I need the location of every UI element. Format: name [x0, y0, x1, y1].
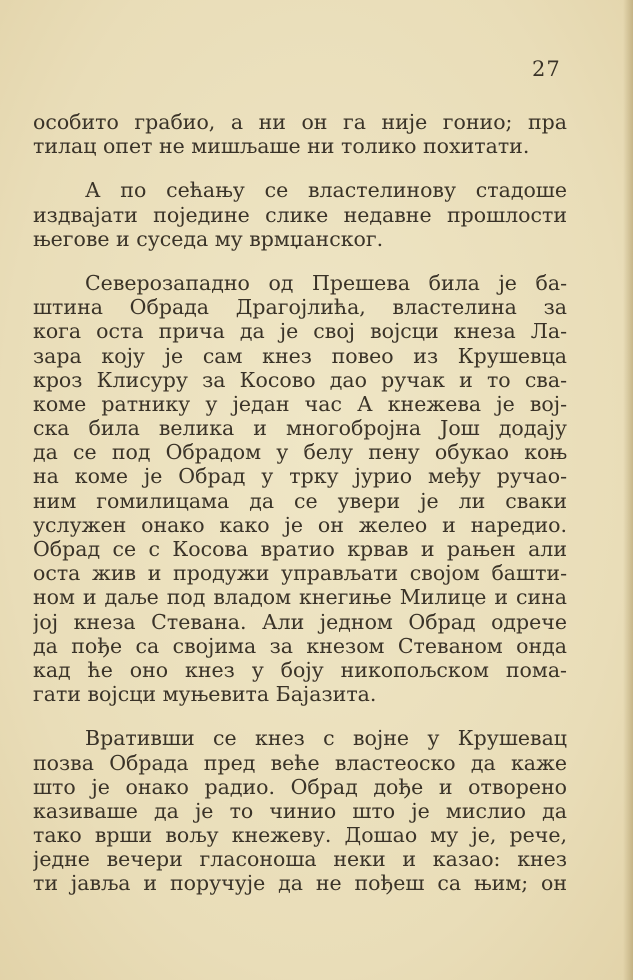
text-line: Вративши се кнез с војне у Крушевац — [85, 726, 567, 751]
text-line: тилац опет не мишљаше ни толико похитати. — [33, 134, 530, 159]
paragraph-2 — [33, 178, 567, 251]
page-number: 27 — [532, 57, 561, 81]
text-line: Северозападно од Прешева била је ба- — [85, 270, 567, 295]
text-line: кад ће оно кнез у боју никопољском пома- — [33, 657, 567, 682]
text-line: кроз Клисуру за Косово дао ручак и то сва- — [33, 367, 567, 392]
text-line: кога оста прича да је свој војсци кнеза Ла- — [33, 319, 567, 344]
text-line: Обрад се с Косова вратио крвав и рањен али — [33, 537, 567, 561]
text-line: особито грабио, а ни он га није гонио; пра — [33, 110, 567, 134]
text-line: штина Обрада Драгојлића, властелина за — [33, 295, 567, 320]
paragraph-4 — [33, 726, 567, 895]
text-line: оста жив и продужи управљати својом башти- — [33, 561, 567, 586]
body-text — [33, 110, 567, 896]
text-line: гати војсци муњевита Бајазита. — [33, 682, 377, 707]
text-line: ним гомилицама да се увери је ли сваки — [33, 488, 567, 513]
text-line: на коме је Обрад у трку јурио међу ручао- — [33, 464, 567, 489]
text-line: издвајати поједине слике недавне прошлости — [33, 202, 567, 227]
text-line: А по сећању се властелинову стадоше — [85, 178, 567, 203]
text-line: да се под Обрадом у белу пену обукао коњ — [33, 440, 567, 465]
paragraph-3 — [33, 271, 567, 706]
text-line: јој кнеза Стевана. Али једном Обрад одрече — [33, 609, 567, 634]
text-line: ска била велика и многобројна Још додају — [33, 416, 567, 441]
text-line: коме ратнику у један час А кнежева је вој- — [33, 391, 567, 416]
text-line: позва Обрада пред веће властеоско да каже — [33, 750, 567, 775]
text-line: казиваше да је то чинио што је мислио да — [33, 798, 567, 823]
text-line: тако врши вољу кнежеву. Дошао му је, рече, — [33, 823, 567, 848]
text-line: ти јавља и поручује да не пођеш са њим; он — [33, 871, 567, 896]
text-line: зара коју је сам кнез повео из Крушевца — [33, 343, 567, 368]
text-line: ном и даље под владом кнегиње Милице и сина — [33, 585, 567, 610]
text-line: што је онако радио. Обрад дође и отворено — [33, 774, 567, 799]
text-line: његове и суседа му врмџанског. — [33, 226, 384, 251]
paragraph-1 — [33, 110, 567, 158]
page-edge-shadow — [623, 0, 633, 980]
text-line: једне вечери гласоноша неки и казао: кнез — [33, 847, 567, 872]
text-line: да пође са својима за кнезом Стеваном онда — [33, 633, 567, 658]
text-line: услужен онако како је он желео и наредио. — [33, 512, 567, 537]
